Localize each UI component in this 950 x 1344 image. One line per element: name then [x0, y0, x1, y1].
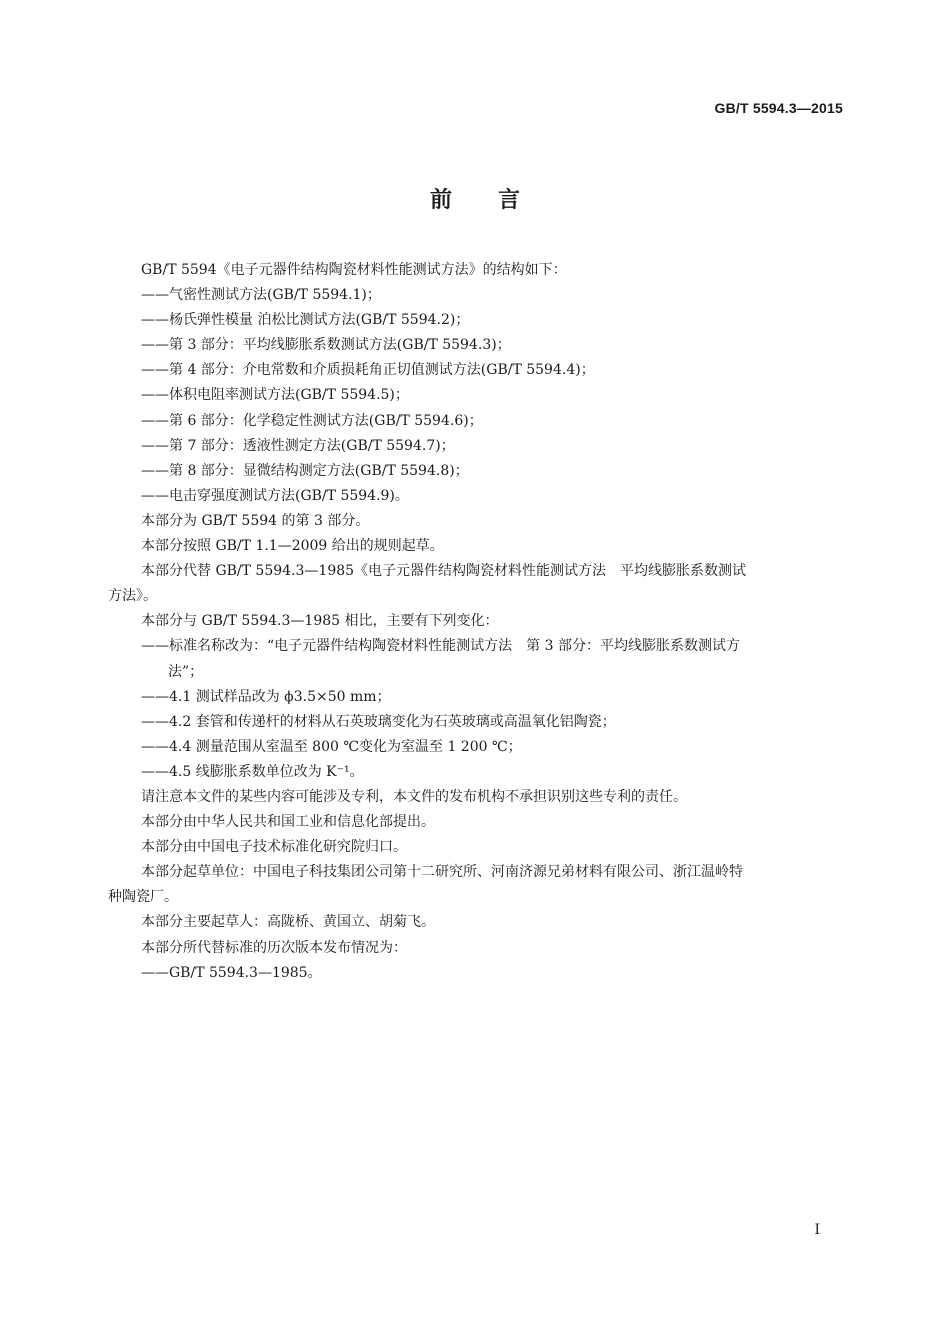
change-item-4-2: ——4.2 套管和传递杆的材料从石英玻璃变化为石英玻璃或高温氧化铝陶瓷；	[141, 713, 616, 730]
paragraph-previous-editions: 本部分所代替标准的历次版本发布情况为：	[141, 939, 407, 956]
list-item-part-1: ——气密性测试方法(GB/T 5594.1)；	[141, 287, 381, 304]
change-item-4-1: ——4.1 测试样品改为 ϕ3.5×50 mm；	[141, 688, 391, 705]
paragraph-drafters: 本部分主要起草人：高陇桥、黄国立、胡菊飞。	[141, 914, 435, 931]
previous-edition-item: ——GB/T 5594.3—1985。	[141, 964, 322, 981]
paragraph-structure-intro: GB/T 5594《电子元器件结构陶瓷材料性能测试方法》的结构如下：	[141, 262, 567, 278]
change-item-4-4: ——4.4 测量范围从室温至 800 ℃变化为室温至 1 200 ℃；	[141, 738, 522, 755]
standard-code: GB/T 5594.3—2015	[714, 100, 843, 116]
foreword-body	[108, 258, 844, 986]
paragraph-proposed-by: 本部分由中华人民共和国工业和信息化部提出。	[141, 814, 435, 831]
paragraph-centralized-by: 本部分由中国电子技术标准化研究院归口。	[141, 839, 407, 856]
paragraph-changes-intro: 本部分与 GB/T 5594.3—1985 相比，主要有下列变化：	[141, 613, 499, 630]
paragraph-replaces-continued: 方法》。	[108, 588, 157, 605]
change-item-4-5: ——4.5 线膨胀系数单位改为 K⁻¹。	[141, 763, 364, 780]
change-item-title: ——标准名称改为：“电子元器件结构陶瓷材料性能测试方法 第 3 部分：平均线膨胀系数测试方	[141, 638, 740, 655]
paragraph-part-statement: 本部分为 GB/T 5594 的第 3 部分。	[141, 512, 370, 529]
paragraph-drafting-units-continued: 种陶瓷厂。	[108, 889, 178, 906]
list-item-part-3: ——第 3 部分：平均线膨胀系数测试方法(GB/T 5594.3)；	[141, 337, 511, 354]
list-item-part-7: ——第 7 部分：透液性测定方法(GB/T 5594.7)；	[141, 437, 455, 454]
list-item-part-4: ——第 4 部分：介电常数和介质损耗角正切值测试方法(GB/T 5594.4)；	[141, 362, 595, 379]
list-item-part-6: ——第 6 部分：化学稳定性测试方法(GB/T 5594.6)；	[141, 412, 483, 429]
list-item-part-9: ——电击穿强度测试方法(GB/T 5594.9)。	[141, 487, 409, 504]
paragraph-patent-notice: 请注意本文件的某些内容可能涉及专利，本文件的发布机构不承担识别这些专利的责任。	[141, 788, 687, 805]
change-item-title-continued: 法”；	[168, 663, 204, 680]
paragraph-drafting-units: 本部分起草单位：中国电子科技集团公司第十二研究所、河南济源兄弟材料有限公司、浙江温岭特	[141, 864, 743, 881]
list-item-part-5: ——体积电阻率测试方法(GB/T 5594.5)；	[141, 387, 409, 404]
paragraph-replaces: 本部分代替 GB/T 5594.3—1985《电子元器件结构陶瓷材料性能测试方法 平均线膨胀系数测试	[141, 563, 747, 580]
page-title: 前言	[429, 188, 566, 213]
list-item-part-2: ——杨氏弹性模量 泊松比测试方法(GB/T 5594.2)；	[141, 312, 470, 329]
list-item-part-8: ——第 8 部分：显微结构测定方法(GB/T 5594.8)；	[141, 462, 469, 479]
page-number: I	[814, 1222, 820, 1238]
paragraph-drafting-rules: 本部分按照 GB/T 1.1—2009 给出的规则起草。	[141, 538, 444, 555]
